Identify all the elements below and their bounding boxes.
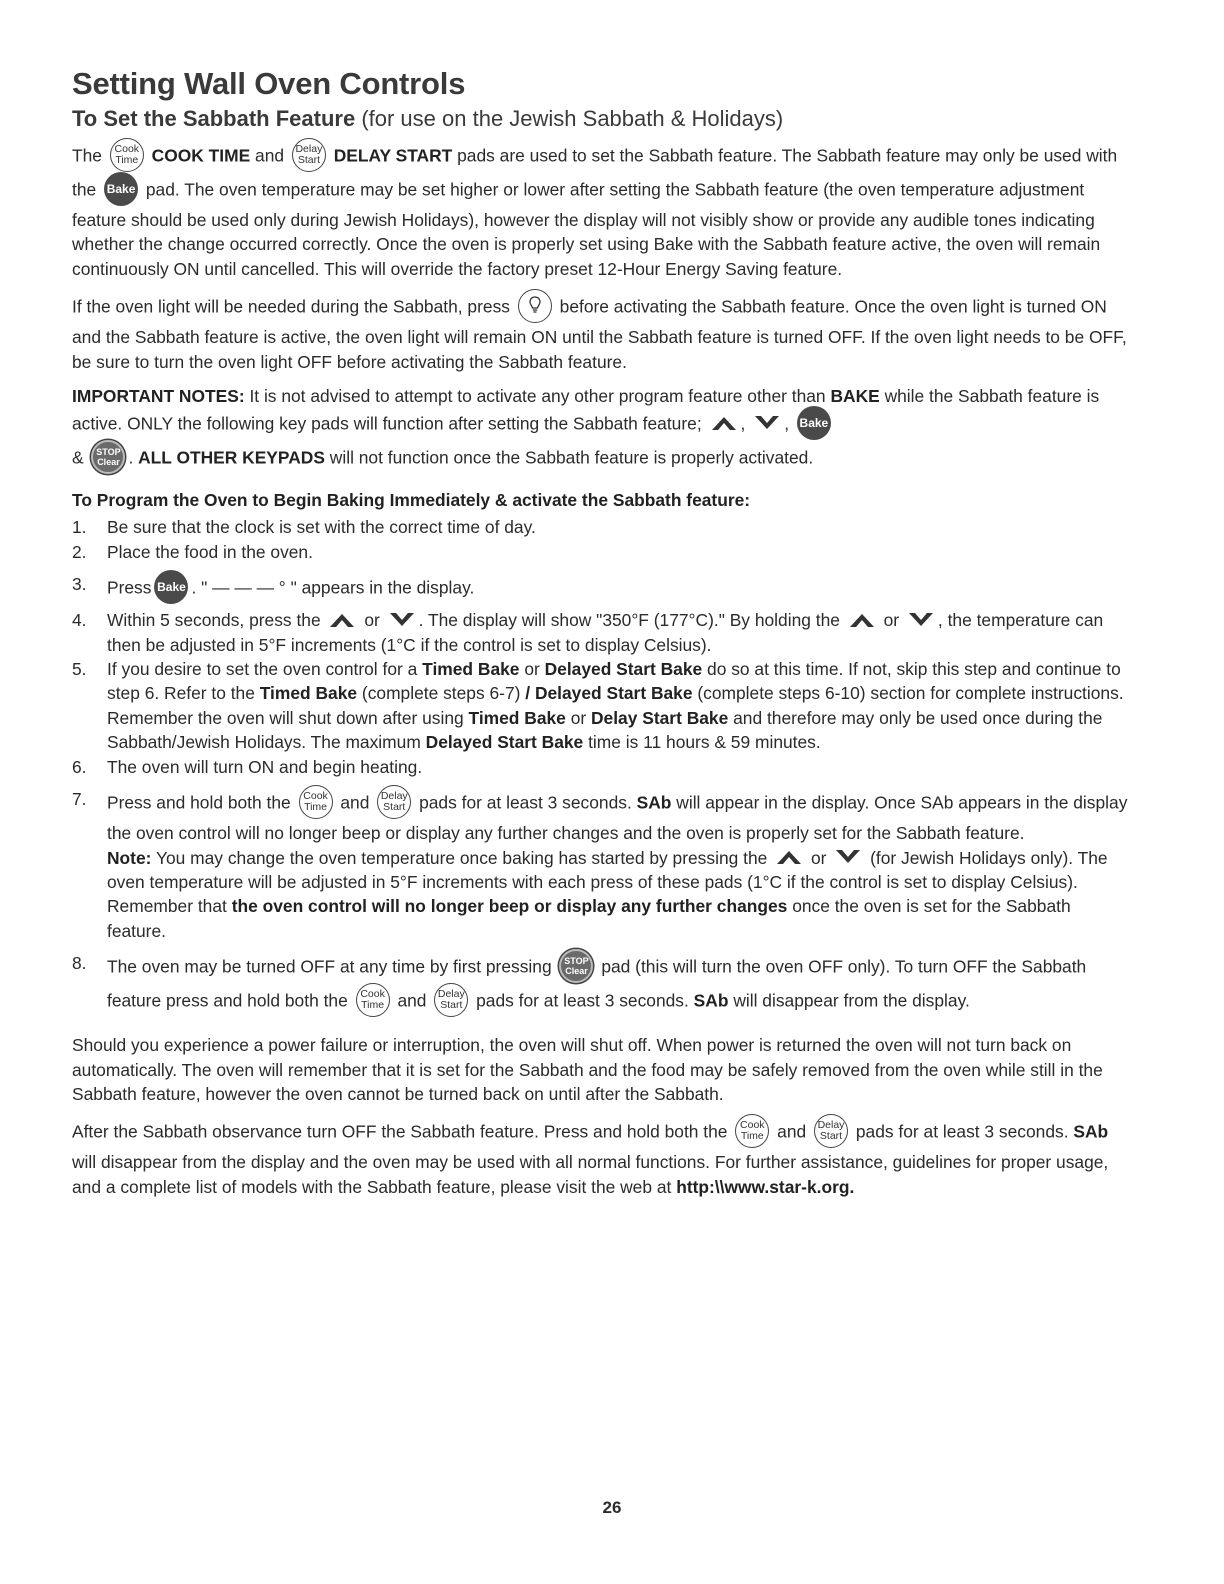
down-arrow-icon: [833, 847, 863, 867]
manual-page: [72, 66, 1132, 1209]
up-arrow-icon: [847, 610, 877, 630]
all-other-keypads-label: ALL OTHER KEYPADS: [138, 448, 325, 469]
delay-start-pad-icon: Delay Start: [377, 785, 411, 819]
up-arrow-icon: [709, 413, 739, 433]
bake-pad-icon: Bake: [104, 172, 138, 206]
cook-time-pad-icon: Cook Time: [110, 138, 144, 172]
cook-time-label: COOK TIME: [151, 145, 251, 166]
list-item: 7. Press and hold both the Cook Time and Delay Start pads for at least 3 seconds. SAb will appear in the display. Once SAb appears in the display the oven control will no longer beep or display any further changes and the oven is properly set for the Sabbath feature. Note: You may change the oven temperature once baking has started by pressing the or (for Jewish Holidays only). The oven temperature will be adjusted in 5°F increments with each press of these pads (1°C if the control is set to display Celsius). Remember that the oven control will no longer beep or display any further changes once the oven is set for the Sabbath feature.: [72, 787, 1132, 943]
list-item: 1. Be sure that the clock is set with the correct time of day.: [72, 517, 536, 538]
list-item: 8. The oven may be turned OFF at any time by first pressing STOP Clear pad (this will turn the oven OFF only). To turn OFF the Sabbath feature press and hold both the Cook Time and Delay Start pads for at least 3 seconds. SAb will disappear from the display.: [72, 951, 1132, 1019]
list-item: 2. Place the food in the oven.: [72, 541, 313, 562]
cook-time-pad-icon: Cook Time: [356, 983, 390, 1017]
delay-start-pad-icon: Delay Start: [292, 138, 326, 172]
subtitle-rest: (for use on the Jewish Sabbath & Holidays): [361, 106, 784, 131]
lightbulb-icon: [518, 289, 552, 323]
list-item: 5. If you desire to set the oven control for a Timed Bake or Delayed Start Bake do so at this time. If not, skip this step and continue to step 6. Refer to the Timed Bake (complete steps 6-7) / Delayed Start Bake (complete steps 6-10) section for complete instructions. Remember the oven will shut down after using Timed Bake or Delay Start Bake and therefore may only be used once during the Sabbath/Jewish Holidays. The maximum Delayed Start Bake time is 11 hours & 59 minutes.: [72, 659, 1124, 753]
important-notes-label: IMPORTANT NOTES:: [72, 386, 245, 407]
down-arrow-icon: [752, 413, 782, 433]
bake-pad-icon: Bake: [797, 406, 831, 440]
after-sabbath-paragraph: After the Sabbath observance turn OFF the Sabbath feature. Press and hold both the Cook Time and Delay Start pads for at least 3 seconds. SAb will disappear from the display and the oven may be used with all normal functions. For further assistance, guidelines for proper usage, and a complete list of models with the Sabbath feature, please visit the web at http:\\www.star-k.org.: [72, 1116, 1132, 1199]
stop-clear-pad-icon: STOP Clear: [559, 949, 593, 983]
intro-paragraph: The Cook Time COOK TIME and Delay Start DELAY START pads are used to set the Sabbath feature. The Sabbath feature may only be used with the Bake pad. The oven temperature may be set higher or lower after setting the Sabbath feature (the oven temperature adjustment feature should be used only during Jewish Holidays), however the display will not visibly show or provide any audible tones indicating whether the change occurred correctly. Once the oven is properly set using Bake with the Sabbath feature active, the oven will remain continuously ON until cancelled. This will override the factory preset 12-Hour Energy Saving feature.: [72, 140, 1132, 281]
up-arrow-icon: [774, 847, 804, 867]
intro-text: The: [72, 145, 102, 166]
delay-start-pad-icon: Delay Start: [814, 1114, 848, 1148]
page-number: 26: [602, 1498, 622, 1517]
important-notes-paragraph: IMPORTANT NOTES: It is not advised to attempt to activate any other program feature other than BAKE while the Sabbath feature is active. ONLY the following key pads will function after setting the Sabbath feature; , , Bake & STOP Clear . ALL OTHER KEYPADS will not function once the Sabbath feature is properly activated.: [72, 384, 1132, 476]
delay-start-pad-icon: Delay Start: [434, 983, 468, 1017]
star-k-link[interactable]: http:\\www.star-k.org.: [676, 1176, 855, 1197]
steps-list: [72, 515, 1132, 1019]
up-arrow-icon: [327, 610, 357, 630]
down-arrow-icon: [387, 610, 417, 630]
stop-clear-pad-icon: STOP Clear: [91, 440, 125, 474]
bake-pad-icon: Bake: [154, 570, 188, 604]
list-item: 3. Press Bake . " — — — ° " appears in the display.: [72, 572, 1132, 606]
cook-time-pad-icon: Cook Time: [735, 1114, 769, 1148]
cook-time-pad-icon: Cook Time: [299, 785, 333, 819]
oven-light-paragraph: If the oven light will be needed during the Sabbath, press before activating the Sabbath feature. Once the oven light is turned ON and the Sabbath feature is active, the oven light will remain ON until the Sabbath feature is turned OFF. If the oven light needs to be OFF, be sure to turn the oven light OFF before activating the Sabbath feature.: [72, 291, 1132, 374]
power-failure-paragraph: Should you experience a power failure or interruption, the oven will shut off. When power is returned the oven will not turn back on automatically. The oven will remember that it is set for the Sabbath and the food may be safely removed from the oven while still in the Sabbath feature, however the oven cannot be turned back on until after the Sabbath.: [72, 1035, 1103, 1104]
list-item: 6. The oven will turn ON and begin heating.: [72, 756, 423, 777]
down-arrow-icon: [906, 610, 936, 630]
section-subtitle: [72, 106, 1132, 132]
list-item: 4. Within 5 seconds, press the or . The display will show "350°F (177°C)." By holding the or , the temperature can then be adjusted in 5°F increments (1°C if the control is set to display Celsius).: [72, 610, 1104, 655]
page-title: Setting Wall Oven Controls: [72, 66, 466, 101]
program-heading: To Program the Oven to Begin Baking Immediately & activate the Sabbath feature:: [72, 490, 751, 511]
subtitle-bold: To Set the Sabbath Feature: [72, 106, 356, 131]
delay-start-label: DELAY START: [333, 145, 453, 166]
